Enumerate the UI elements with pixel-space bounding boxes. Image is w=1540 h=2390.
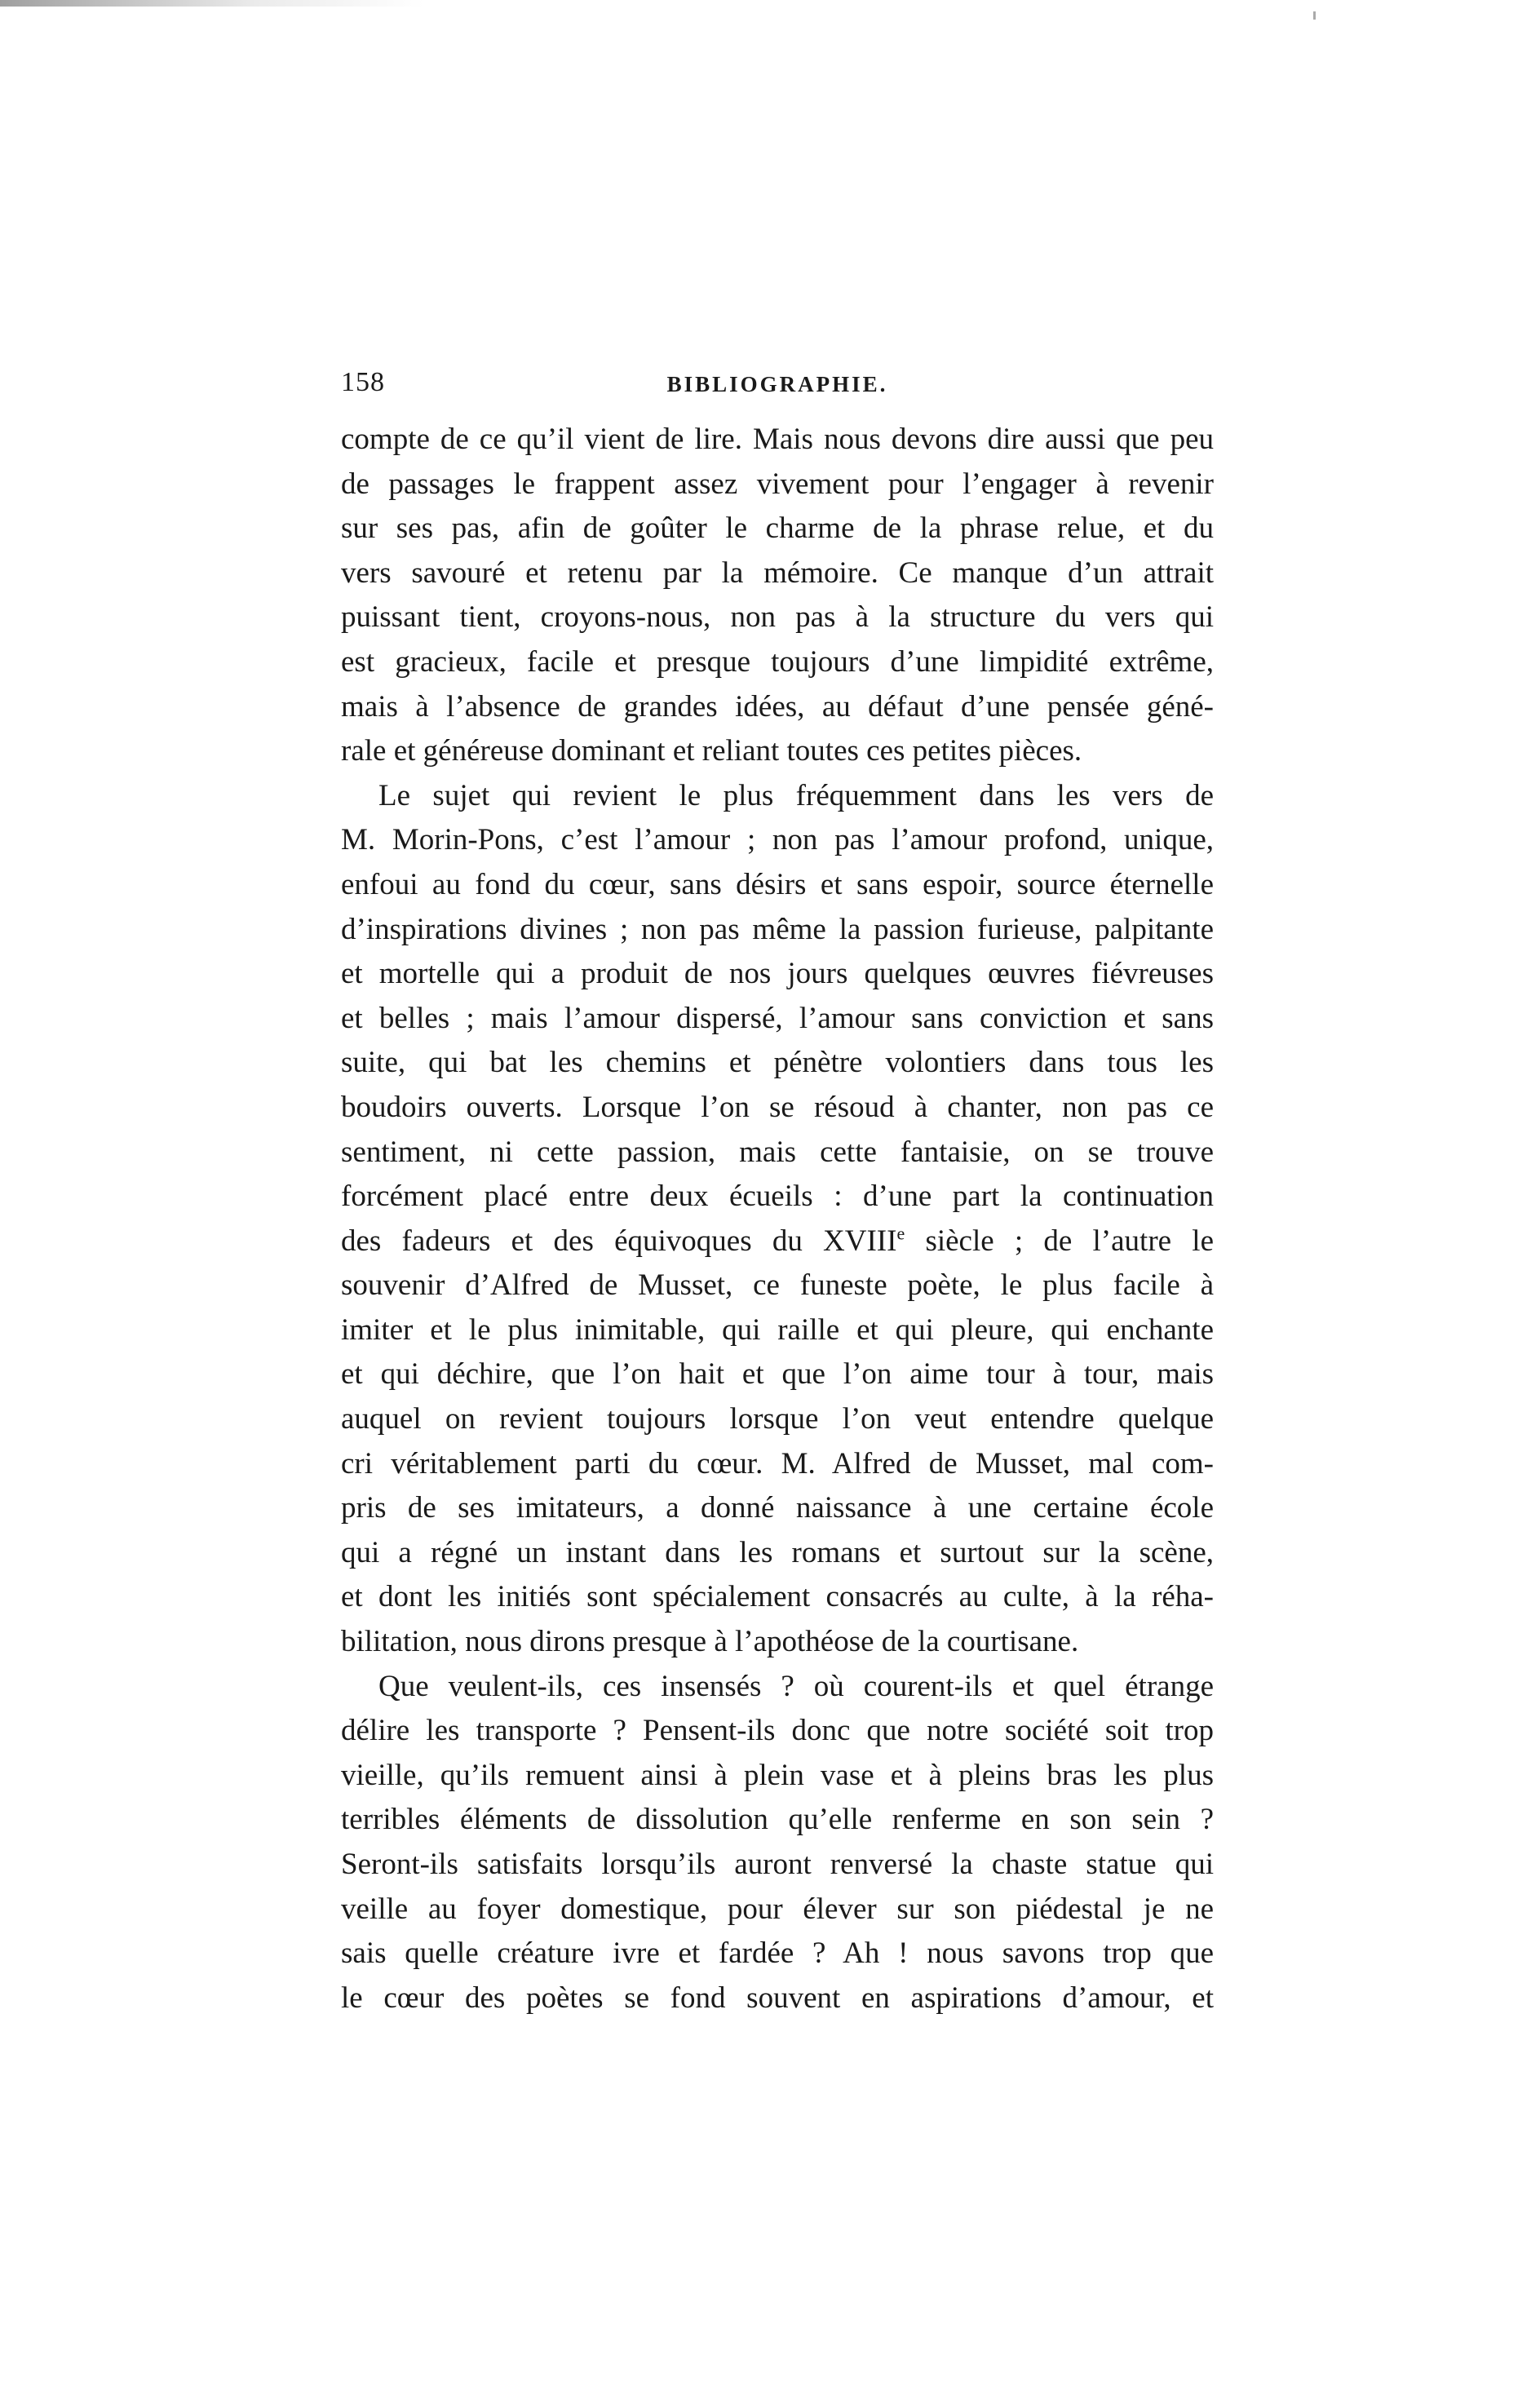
text-line: puissant tient, croyons-nous, non pas à la structure du vers qui (341, 600, 1214, 635)
text-line: sais quelle créature ivre et fardée ? Ah ! nous savons trop que (341, 1936, 1214, 1971)
scan-speck (1313, 11, 1316, 20)
text-line: et qui déchire, que l’on hait et que l’on aime tour à tour, mais (341, 1357, 1214, 1392)
text-line: compte de ce qu’il vient de lire. Mais nous devons dire aussi que peu (341, 423, 1214, 456)
text-line: veille au foyer domestique, pour élever sur son piédestal je ne (341, 1892, 1214, 1926)
text-line: terribles éléments de dissolution qu’elle renferme en son sein ? (341, 1803, 1214, 1837)
text-line: vers savouré et retenu par la mémoire. Ce manque d’un attrait (341, 555, 1214, 590)
body-text (341, 418, 1214, 2020)
page-number: 158 (341, 367, 385, 397)
text-line: M. Morin-Pons, c’est l’amour ; non pas l’amour profond, unique, (341, 823, 1214, 857)
text-line: est gracieux, facile et presque toujours d’une limpidité extrême, (341, 644, 1214, 679)
text-line: forcément placé entre deux écueils : d’une part la continuation (341, 1180, 1214, 1214)
text-line: sur ses pas, afin de goûter le charme de la phrase relue, et du (341, 511, 1214, 546)
text-line: et dont les initiés sont spécialement consacrés au culte, à la réha- (341, 1580, 1214, 1614)
text-line: enfoui au fond du cœur, sans désirs et sans espoir, source éternelle (341, 867, 1214, 901)
paragraph-start-line: Que veulent-ils, ces insensés ? où courent-ils et quel étrange (378, 1669, 1214, 1703)
text-line: vieille, qu’ils remuent ainsi à plein vase et à pleins bras les plus (341, 1758, 1214, 1792)
text-line: suite, qui bat les chemins et pénètre volontiers dans tous les (341, 1046, 1214, 1080)
paragraph-start-line: Le sujet qui revient le plus fréquemment dans les vers de (378, 778, 1214, 812)
superscript: e (896, 1223, 905, 1244)
line-segment: des fadeurs et des équivoques du XVIII (341, 1224, 897, 1258)
text-line: et belles ; mais l’amour dispersé, l’amour sans conviction et sans (341, 1001, 1214, 1035)
text-line: délire les transporte ? Pensent-ils donc que notre société soit trop (341, 1714, 1214, 1748)
text-line: le cœur des poètes se fond souvent en aspirations d’amour, et (341, 1981, 1214, 2015)
text-line: souvenir d’Alfred de Musset, ce funeste poète, le plus facile à (341, 1268, 1214, 1303)
text-line: cri véritablement parti du cœur. M. Alfred de Musset, mal com- (341, 1446, 1214, 1480)
text-line: de passages le frappent assez vivement pour l’engager à revenir (341, 467, 1214, 501)
line-segment: siècle ; de l’autre le (905, 1224, 1214, 1258)
text-line: rale et généreuse dominant et reliant toutes ces petites pièces. (341, 734, 1082, 768)
text-line: qui a régné un instant dans les romans et surtout sur la scène, (341, 1535, 1214, 1569)
scan-edge-mark (0, 0, 424, 7)
text-line: imiter et le plus inimitable, qui raille et qui pleure, qui enchante (341, 1312, 1214, 1347)
text-line: et mortelle qui a produit de nos jours quelques œuvres fiévreuses (341, 957, 1214, 991)
text-line: auquel on revient toujours lorsque l’on veut entendre quelque (341, 1402, 1214, 1436)
text-line: Seront-ils satisfaits lorsqu’ils auront renversé la chaste statue qui (341, 1848, 1214, 1881)
text-line: d’inspirations divines ; non pas même la passion furieuse, palpitante (341, 912, 1214, 946)
text-line: pris de ses imitateurs, a donné naissance à une certaine école (341, 1491, 1214, 1525)
running-head (341, 367, 1214, 413)
running-title: BIBLIOGRAPHIE. (666, 372, 888, 396)
text-line: sentiment, ni cette passion, mais cette fantaisie, on se trouve (341, 1135, 1214, 1169)
text-line: mais à l’absence de grandes idées, au défaut d’une pensée géné- (341, 689, 1214, 724)
text-line-with-superscript (341, 1219, 1214, 1264)
text-line: bilitation, nous dirons presque à l’apothéose de la courtisane. (341, 1625, 1079, 1659)
text-line: boudoirs ouverts. Lorsque l’on se résoud à chanter, non pas ce (341, 1090, 1214, 1124)
